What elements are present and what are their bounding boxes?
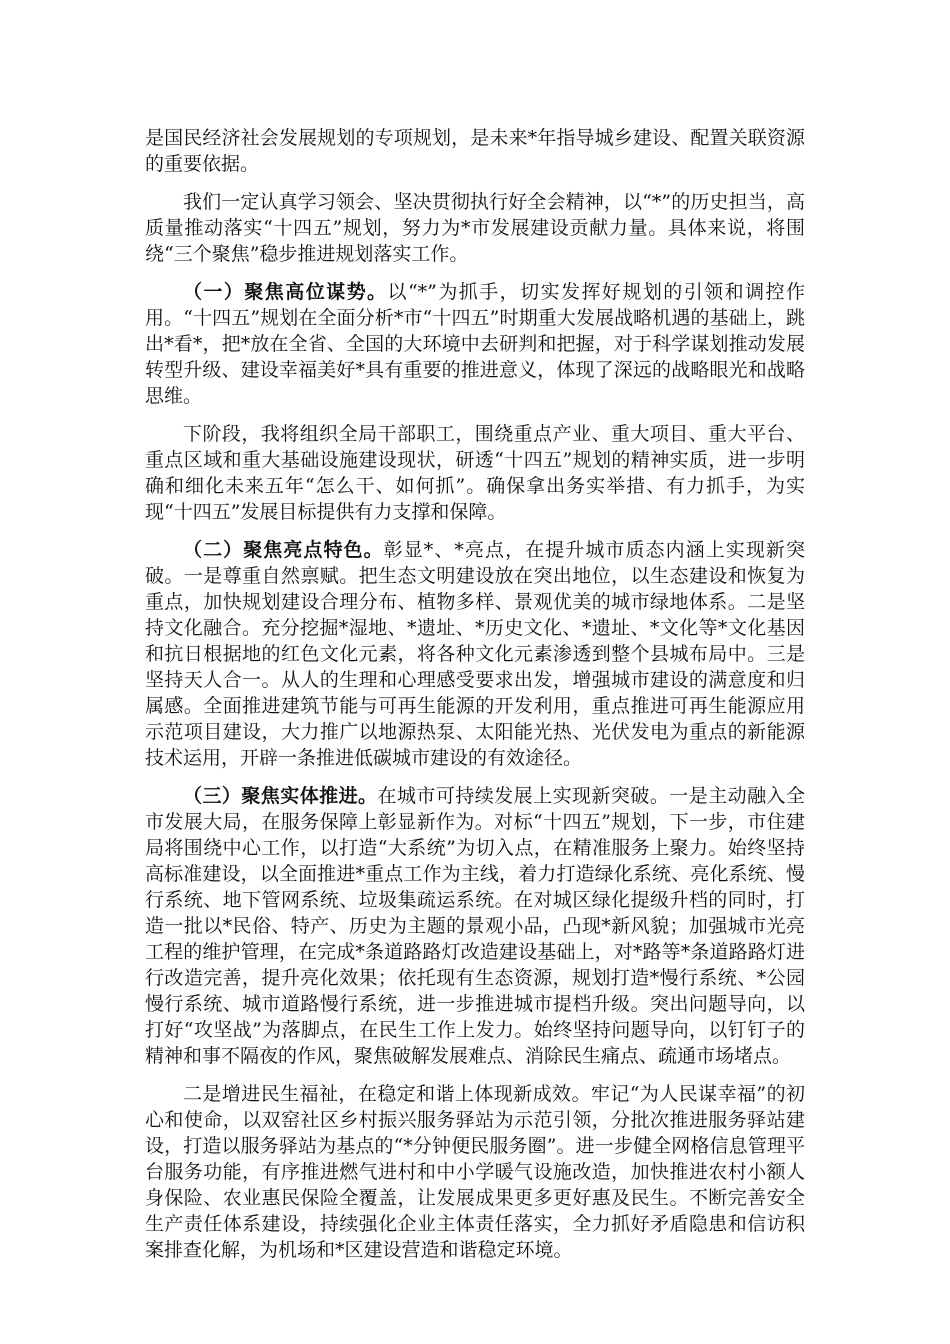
document-page bbox=[145, 125, 805, 1275]
paragraph-1-text: 是国民经济社会发展规划的专项规划，是未来*年指导城乡建设、配置关联资源的重要依据。 bbox=[145, 127, 805, 175]
section-heading-1: （一）聚焦高位谋势。 bbox=[183, 281, 388, 303]
paragraph-2-text: 我们一定认真学习领会、坚决贯彻执行好全会精神，以“*”的历史担当，高质量推动落实“十四五”规划，努力为*市发展建设贡献力量。具体来说，将围绕“三个聚焦”稳步推进规划落实工作。 bbox=[145, 191, 805, 265]
section-heading-2: （二）聚焦亮点特色。 bbox=[183, 539, 384, 561]
paragraph-3-text: 以“*”为抓手，切实发挥好规划的引领和调控作用。“十四五”规划在全面分析*市“十四五”时期重大发展战略机遇的基础上，跳出*看*，把*放在全省、全国的大环境中去研判和把握，对于科学谋划推动发展转型升级、建设幸福美好*具有重要的推进意义，体现了深远的战略眼光和战略思维。 bbox=[145, 281, 805, 407]
paragraph-7-text: 二是增进民生福祉，在稳定和谐上体现新成效。牢记“为人民谋幸福”的初心和使命，以双窑社区乡村振兴服务驿站为示范引领，分批次推进服务驿站建设，打造以服务驿站为基点的“*分钟便民服务圈”。进一步健全网格信息管理平台服务功能，有序推进燃气进村和中小学暖气设施改造，加快推进农村小额人身保险、农业惠民保险全覆盖，让发展成果更多更好惠及民生。不断完善安全生产责任体系建设，持续强化企业主体责任落实，全力抓好矛盾隐患和信访积案排查化解，为机场和*区建设营造和谐稳定环境。 bbox=[145, 1083, 805, 1261]
paragraph-5-text: 彰显*、*亮点，在提升城市质态内涵上实现新突破。一是尊重自然禀赋。把生态文明建设放在突出地位，以生态建设和恢复为重点，加快规划建设合理分布、植物多样、景观优美的城市绿地体系。二是坚持文化融合。充分挖掘*湿地、*遗址、*历史文化、*遗址、*文化等*文化基因和抗日根据地的红色文化元素，将各种文化元素渗透到整个县城布局中。三是坚持天人合一。从人的生理和心理感受要求出发，增强城市建设的满意度和归属感。全面推进建筑节能与可再生能源的开发利用，重点推进可再生能源应用示范项目建设，大力推广以地源热泵、太阳能光热、光伏发电为重点的新能源技术运用，开辟一条推进低碳城市建设的有效途径。 bbox=[145, 539, 805, 769]
paragraph-4-text: 下阶段，我将组织全局干部职工，围绕重点产业、重大项目、重大平台、重点区域和重大基础设施建设现状，研透“十四五”规划的精神实质，进一步明确和细化未来五年“怎么干、如何抓”。确保拿出务实举措、有力抓手，为实现“十四五”发展目标提供有力支撑和保障。 bbox=[145, 423, 805, 523]
paragraph-2 bbox=[145, 189, 805, 267]
paragraph-6 bbox=[145, 783, 805, 1069]
paragraph-5 bbox=[145, 537, 805, 771]
section-heading-3: （三）聚焦实体推进。 bbox=[183, 785, 378, 807]
paragraph-7 bbox=[145, 1081, 805, 1263]
paragraph-6-text: 在城市可持续发展上实现新突破。一是主动融入全市发展大局，在服务保障上彰显新作为。对标“十四五”规划，下一步，市住建局将围绕中心工作，以打造“大系统”为切入点，在精准服务上聚力。始终坚持高标准建设，以全面推进*重点工作为主线，着力打造绿化系统、亮化系统、慢行系统、地下管网系统、垃圾集疏运系统。在对城区绿化提级升档的同时，打造一批以*民俗、特产、历史为主题的景观小品，凸现*新风貌；加强城市光亮工程的维护管理，在完成*条道路路灯改造建设基础上，对*路等*条道路路灯进行改造完善，提升亮化效果；依托现有生态资源，规划打造*慢行系统、*公园慢行系统、城市道路慢行系统，进一步推进城市提档升级。突出问题导向，以打好“攻坚战”为落脚点，在民生工作上发力。始终坚持问题导向，以钉钉子的精神和事不隔夜的作风，聚焦破解发展难点、消除民生痛点、疏通市场堵点。 bbox=[145, 785, 805, 1067]
paragraph-4 bbox=[145, 421, 805, 525]
paragraph-1 bbox=[145, 125, 805, 177]
paragraph-3 bbox=[145, 279, 805, 409]
